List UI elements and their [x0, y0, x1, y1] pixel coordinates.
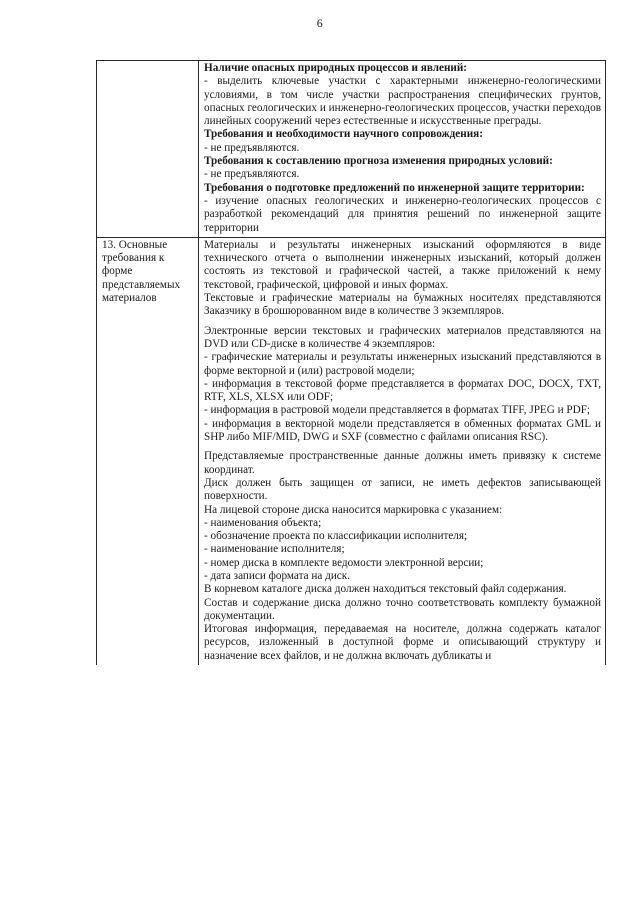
paragraph: - наименование исполнителя; [204, 543, 345, 556]
paragraph: Итоговая информация, передаваемая на носителе, должна содержать каталог ресурсов, изложенный в доступной форме и описывающий структуру и назначение всех файлов, и не должна включать дубликаты и [204, 623, 601, 662]
paragraph: Диск должен быть защищен от записи, не иметь дефектов записывающей поверхности. [204, 476, 601, 503]
paragraph: - не предъявляются. [204, 168, 300, 181]
section-heading: Требования к составлению прогноза изменения природных условий: [204, 155, 553, 168]
paragraph: - графические материалы и результаты инженерных изысканий представляются в форме векторной и (или) растровой модели; [204, 351, 601, 377]
paragraph: В корневом каталоге диска должен находиться текстовый файл содержания. [204, 583, 567, 596]
paragraph: - обозначение проекта по классификации исполнителя; [204, 530, 468, 543]
page-number: 6 [316, 16, 324, 30]
row-label-cell [97, 61, 199, 238]
table-row [97, 61, 606, 238]
row-label-cell: 13. Основные требования к форме представляемых материалов [97, 237, 199, 665]
row-content-cell [199, 237, 606, 665]
paragraph: - номер диска в комплекте ведомости электронной версии; [204, 556, 484, 569]
paragraph: На лицевой стороне диска наносится маркировка с указанием: [204, 503, 503, 516]
paragraph: - информация в текстовой форме представляется в форматах DOC, DOCX, TXT, RTF, XLS, XLSX или ODF; [204, 377, 601, 404]
paragraph: - наименования объекта; [204, 516, 322, 529]
requirements-table [96, 60, 606, 665]
paragraph: Представляемые пространственные данные должны иметь привязку к системе координат. [204, 450, 601, 476]
section-heading: Требования и необходимости научного сопровождения: [204, 128, 483, 141]
row-content-cell [199, 61, 606, 238]
paragraph: - выделить ключевые участки с характерными инженерно-геологическими условиями, в том числе участки распространения специфических грунтов, опасных геологических и инженерно-геологических процессов, участки переходов линейных сооружений через естественные и искусственные преграды. [204, 75, 601, 128]
paragraph: - информация в растровой модели представляется в форматах TIFF, JPEG и PDF; [204, 404, 591, 417]
paragraph: Материалы и результаты инженерных изысканий оформляются в виде технического отчета о выполнении инженерных изысканий, который должен состоять из текстовой и графической частей, а также приложений к нему текстовой, графической, цифровой и иных формах. [204, 238, 601, 291]
section-heading: Требования о подготовке предложений по инженерной защите территории: [204, 181, 585, 194]
paragraph: - дата записи формата на диск. [204, 569, 350, 582]
paragraph: Текстовые и графические материалы на бумажных носителях представляются Заказчику в брошюрованном виде в количестве 3 экземпляров. [204, 292, 601, 318]
table-row [97, 237, 606, 665]
paragraph: - информация в векторной модели представляется в обменных форматах GML и SHP либо MIF/MID, DWG и SXF (совместно с файлами описания RSC). [204, 417, 601, 444]
requirements-table-body [97, 61, 606, 666]
paragraph: Состав и содержание диска должно точно соответствовать комплекту бумажной документации. [204, 596, 601, 622]
paragraph: Электронные версии текстовых и графических материалов представляются на DVD или CD-диске в количестве 4 экземпляров: [204, 324, 601, 350]
paragraph: - не предъявляются. [204, 141, 300, 154]
paragraph: - изучение опасных геологических и инженерно-геологических процессов с разработкой рекомендаций для принятия решений по инженерной защите территории [204, 194, 601, 234]
section-heading: Наличие опасных природных процессов и явлений: [204, 62, 468, 74]
